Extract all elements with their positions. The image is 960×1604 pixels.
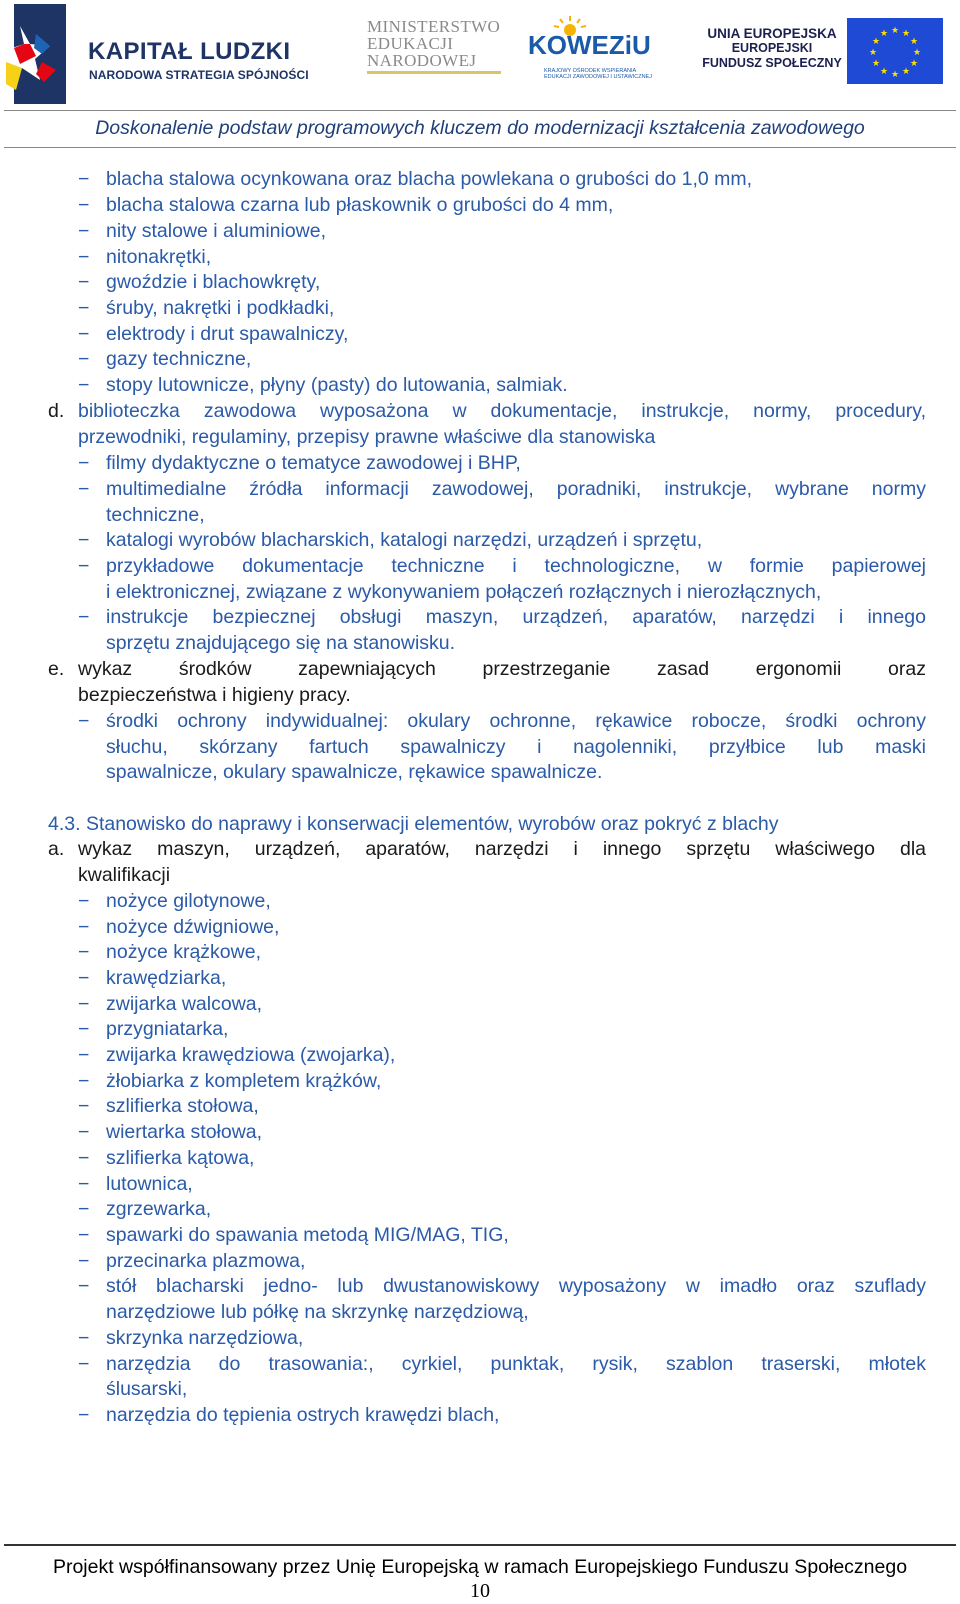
- ministerstwo-line: MINISTERSTWO: [367, 17, 501, 36]
- list-item: blacha stalowa ocynkowana oraz blacha powlekana o grubości do 1,0 mm,: [106, 168, 753, 190]
- svg-text:★: ★: [890, 70, 900, 80]
- dash-marker: −: [78, 993, 90, 1015]
- dash-marker: −: [78, 452, 90, 474]
- dash-marker: −: [78, 1121, 90, 1143]
- svg-text:★: ★: [901, 29, 911, 39]
- list-item: multimedialne źródła informacji zawodowej, poradniki, instrukcje, wybrane normy: [106, 478, 926, 500]
- ministerstwo-line: NARODOWEJ: [367, 51, 477, 70]
- svg-text:★: ★: [909, 37, 919, 47]
- dash-marker: −: [78, 1224, 90, 1246]
- ministerstwo-line: EDUKACJI: [367, 34, 454, 53]
- logo-bar: [0, 0, 960, 110]
- dash-marker: −: [78, 348, 90, 370]
- list-item: przecinarka plazmowa,: [106, 1250, 306, 1272]
- list-item: nożyce gilotynowe,: [106, 890, 271, 912]
- document-header: [4, 110, 956, 148]
- section-text-line: biblioteczka zawodowa wyposażona w dokumentacje, instrukcje, normy, procedury,: [78, 400, 926, 422]
- dash-marker: −: [78, 1250, 90, 1272]
- list-item: krawędziarka,: [106, 967, 227, 989]
- list-item: gwoździe i blachowkręty,: [106, 271, 321, 293]
- svg-text:★: ★: [879, 67, 889, 77]
- page-number: 10: [470, 1580, 490, 1602]
- list-item: zwijarka krawędziowa (zwojarka),: [106, 1044, 396, 1066]
- ue-line: FUNDUSZ SPOŁECZNY: [702, 56, 842, 70]
- dash-marker: −: [78, 1018, 90, 1040]
- section-text-line: wykaz maszyn, urządzeń, aparatów, narzędzi i innego sprzętu właściwego dla: [78, 838, 926, 860]
- svg-text:★: ★: [909, 59, 919, 69]
- list-item-continuation: sprzętu znajdującego się na stanowisku.: [106, 632, 456, 654]
- dash-marker: −: [78, 478, 90, 500]
- list-item-continuation: ślusarski,: [106, 1378, 188, 1400]
- ministerstwo-underline: [367, 71, 501, 74]
- list-item: szlifierka stołowa,: [106, 1095, 259, 1117]
- list-item: przygniatarka,: [106, 1018, 229, 1040]
- dash-marker: −: [78, 246, 90, 268]
- kowezu-name: KOWEZiU: [528, 30, 651, 60]
- ue-line: EUROPEJSKI: [731, 41, 813, 55]
- list-item: instrukcje bezpiecznej obsługi maszyn, urządzeń, aparatów, narzędzi i innego: [106, 606, 926, 628]
- kapital-ludzki-logo: [6, 4, 309, 104]
- dash-marker: −: [78, 1353, 90, 1375]
- dash-marker: −: [78, 323, 90, 345]
- list-item: spawarki do spawania metodą MIG/MAG, TIG,: [106, 1224, 509, 1246]
- list-item: szlifierka kątowa,: [106, 1147, 255, 1169]
- ue-efs-logo: [702, 18, 954, 88]
- svg-text:★: ★: [871, 37, 881, 47]
- dash-marker: −: [78, 297, 90, 319]
- dash-marker: −: [78, 1404, 90, 1426]
- dash-marker: −: [78, 555, 90, 577]
- list-item-continuation: spawalnicze, okulary spawalnicze, rękawice spawalnicze.: [106, 761, 603, 783]
- dash-marker: −: [78, 890, 90, 912]
- dash-marker: −: [78, 916, 90, 938]
- dash-marker: −: [78, 1198, 90, 1220]
- list-item-continuation: narzędziowe lub półkę na skrzynkę narzędziową,: [106, 1301, 529, 1323]
- list-item-continuation: słuchu, skórzany fartuch spawalniczy i nagolenniki, przyłbice lub maski: [106, 736, 926, 758]
- list-item: stopy lutownicze, płyny (pasty) do lutowania, salmiak.: [106, 374, 568, 396]
- list-item: zgrzewarka,: [106, 1198, 212, 1220]
- section-text-line: wykaz środków zapewniających przestrzeganie zasad ergonomii oraz: [78, 658, 926, 680]
- list-item: blacha stalowa czarna lub płaskownik o grubości do 4 mm,: [106, 194, 614, 216]
- list-item: elektrody i drut spawalniczy,: [106, 323, 349, 345]
- dash-marker: −: [78, 967, 90, 989]
- list-item: śruby, nakrętki i podkładki,: [106, 297, 335, 319]
- list-item: katalogi wyrobów blacharskich, katalogi narzędzi, urządzeń i sprzętu,: [106, 529, 703, 551]
- list-item: skrzynka narzędziowa,: [106, 1327, 304, 1349]
- svg-text:★: ★: [901, 67, 911, 77]
- dash-marker: −: [78, 1327, 90, 1349]
- list-item: nożyce dźwigniowe,: [106, 916, 280, 938]
- section-text-line: kwalifikacji: [78, 864, 171, 886]
- list-item: narzędzia do tępienia ostrych krawędzi blach,: [106, 1404, 500, 1426]
- header-title: Doskonalenie podstaw programowych kluczem do modernizacji kształcenia zawodowego: [95, 117, 865, 139]
- dash-marker: −: [78, 606, 90, 628]
- svg-text:★: ★: [890, 26, 900, 36]
- section-text-line: bezpieczeństwa i higieny pracy.: [78, 684, 351, 706]
- list-item: środki ochrony indywidualnej: okulary ochronne, rękawice robocze, środki ochrony: [106, 710, 926, 732]
- list-item: nożyce krążkowe,: [106, 941, 261, 963]
- dash-marker: −: [78, 1147, 90, 1169]
- dash-marker: −: [78, 710, 90, 732]
- eu-flag-icon: [847, 18, 943, 84]
- list-item: filmy dydaktyczne o tematyce zawodowej i BHP,: [106, 452, 521, 474]
- dash-marker: −: [78, 1070, 90, 1092]
- section-marker: e.: [48, 658, 65, 680]
- dash-marker: −: [78, 529, 90, 551]
- kowezu-logo: [528, 16, 652, 82]
- list-item: nity stalowe i aluminiowe,: [106, 220, 327, 242]
- dash-marker: −: [78, 271, 90, 293]
- kapital-ludzki-subtitle: NARODOWA STRATEGIA SPÓJNOŚCI: [89, 68, 309, 82]
- dash-marker: −: [78, 1044, 90, 1066]
- svg-text:★: ★: [912, 48, 922, 58]
- list-item-continuation: i elektronicznej, związane z wykonywaniem połączeń rozłącznych i nierozłącznych,: [106, 581, 822, 603]
- dash-marker: −: [78, 168, 90, 190]
- dash-marker: −: [78, 941, 90, 963]
- list-item: wiertarka stołowa,: [106, 1121, 263, 1143]
- svg-text:★: ★: [871, 59, 881, 69]
- list-item: narzędzia do trasowania:, cyrkiel, punktak, rysik, szablon traserski, młotek: [106, 1353, 926, 1375]
- kapital-ludzki-star-icon: [6, 4, 72, 104]
- dash-marker: −: [78, 194, 90, 216]
- section-marker: a.: [48, 838, 65, 860]
- dash-marker: −: [78, 1095, 90, 1117]
- section-marker: d.: [48, 400, 65, 422]
- section-heading: 4.3. Stanowisko do naprawy i konserwacji elementów, wyrobów oraz pokryć z blachy: [48, 813, 779, 835]
- dash-marker: −: [78, 1173, 90, 1195]
- dash-marker: −: [78, 374, 90, 396]
- list-item: nitonakrętki,: [106, 246, 212, 268]
- kowezu-subtitle: KRAJOWY OŚRODEK WSPIERANIA EDUKACJI ZAWODOWEJ I USTAWICZNEJ: [544, 68, 652, 80]
- list-item: żłobiarka z kompletem krążków,: [106, 1070, 382, 1092]
- ministerstwo-logo: [367, 18, 507, 90]
- list-item: lutownica,: [106, 1173, 193, 1195]
- dash-marker: −: [78, 1275, 90, 1297]
- ue-line: UNIA EUROPEJSKA: [707, 26, 837, 41]
- dash-marker: −: [78, 220, 90, 242]
- footer-text: Projekt współfinansowany przez Unię Europejską w ramach Europejskiego Funduszu Społecznego: [52, 1556, 908, 1578]
- list-item: stół blacharski jedno- lub dwustanowiskowy wyposażony w imadło oraz szuflady: [106, 1275, 926, 1297]
- svg-text:★: ★: [868, 48, 878, 58]
- list-item: zwijarka walcowa,: [106, 993, 263, 1015]
- section-text-line: przewodniki, regulaminy, przepisy prawne właściwe dla stanowiska: [78, 426, 656, 448]
- footer-divider: [4, 1544, 956, 1546]
- ue-text: [702, 26, 842, 71]
- list-item-continuation: techniczne,: [106, 504, 205, 526]
- svg-text:★: ★: [879, 29, 889, 39]
- list-item: przykładowe dokumentacje techniczne i technologiczne, w formie papierowej: [106, 555, 926, 577]
- kapital-ludzki-name: KAPITAŁ LUDZKI: [88, 38, 291, 65]
- list-item: gazy techniczne,: [106, 348, 252, 370]
